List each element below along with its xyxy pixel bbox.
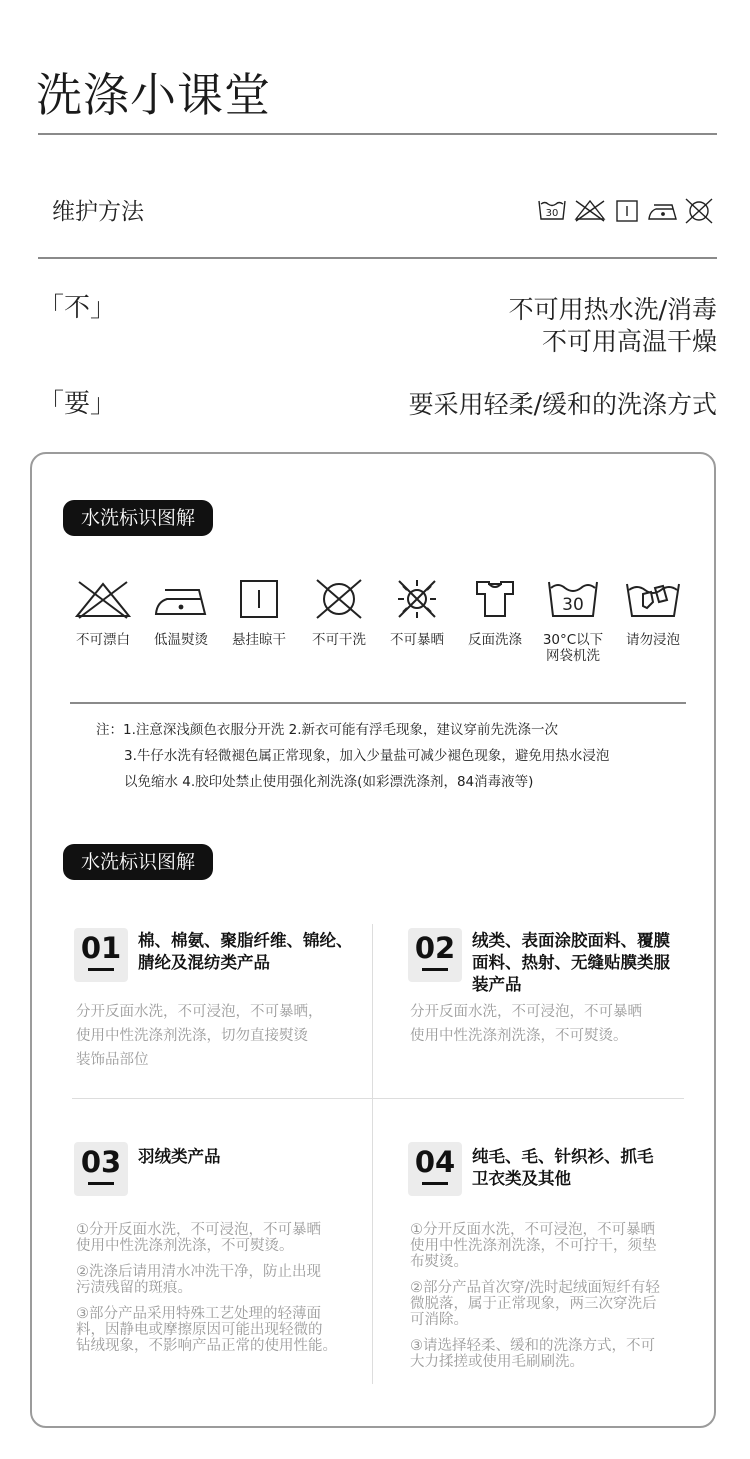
- section-number-badge: [74, 1142, 128, 1196]
- body-paragraph: ③部分产品采用特殊工艺处理的轻薄面 料，因静电或摩擦原因可能出现轻微的 钻绒现象，不影响产品正常的使用性能。: [76, 1306, 337, 1354]
- symbols-divider: [70, 702, 686, 704]
- grid-vertical-divider: [372, 924, 373, 1384]
- do-label: 「要」: [38, 389, 117, 419]
- symbol-label-line1: 30°C以下: [542, 632, 604, 648]
- wash-categories-badge: 水洗标识图解: [63, 844, 213, 880]
- section-02-title: [472, 930, 670, 996]
- number-underline: [88, 1182, 114, 1185]
- symbol-no-dry-clean: [306, 578, 372, 648]
- no-dry-clean-icon: [309, 578, 369, 620]
- grid-horizontal-divider: [72, 1098, 684, 1099]
- body-line: 分开反面水洗，不可浸泡，不可暴晒: [410, 1004, 642, 1020]
- body-paragraph: ②洗涤后请用清水冲洗干净，防止出现 污渍残留的斑痕。: [76, 1264, 321, 1296]
- section-01-title: [138, 930, 353, 974]
- note-line-3: 以免缩水 4.胶印处禁止使用强化剂洗涤(如彩漂洗涤剂，84消毒液等): [124, 774, 534, 790]
- wash-temp-text: 30: [562, 595, 584, 615]
- symbol-no-soak: [620, 578, 686, 648]
- title-line: 面料、热射、无缝贴膜类服: [472, 953, 670, 972]
- section-number: 04: [414, 1145, 456, 1179]
- no-dry-clean-icon: [686, 199, 712, 223]
- wash-30-icon: [539, 201, 565, 219]
- title-line: 羽绒类产品: [138, 1147, 221, 1166]
- title-line: 卫衣类及其他: [472, 1169, 571, 1188]
- hang-dry-icon: [229, 578, 289, 620]
- symbol-hang-dry: [226, 578, 292, 648]
- wash-symbol-row: [70, 578, 700, 678]
- body-paragraph: ③请选择轻柔、缓和的洗涤方式，不可 大力揉搓或使用毛刷刷洗。: [410, 1338, 655, 1370]
- dont-rule-1: 不可用热水洗/消毒: [508, 295, 717, 324]
- wash-notes: [96, 717, 696, 795]
- hang-dry-icon: [617, 201, 637, 221]
- title-line: 棉、棉氨、聚脂纤维、锦纶、: [138, 931, 353, 950]
- section-number: 02: [414, 931, 456, 965]
- number-underline: [422, 1182, 448, 1185]
- do-rule: 要采用轻柔/缓和的洗涤方式: [408, 390, 717, 419]
- section-03-title: [138, 1146, 221, 1168]
- low-iron-icon: [649, 205, 676, 219]
- symbol-low-iron: [148, 578, 214, 648]
- symbol-no-bleach: [70, 578, 136, 648]
- notes-prefix: 注：: [96, 722, 123, 738]
- section-number: 03: [80, 1145, 122, 1179]
- section-03-body: [76, 1222, 372, 1364]
- no-soak-icon: [623, 578, 683, 620]
- symbol-wash-30: [540, 578, 606, 664]
- note-line-1: 1.注意深浅颜色衣服分开洗 2.新衣可能有浮毛现象，建议穿前先洗涤一次: [123, 722, 559, 738]
- body-line: 使用中性洗涤剂洗涤，不可熨烫。: [410, 1028, 628, 1044]
- symbol-label: 反面洗涤: [468, 632, 522, 648]
- body-line: 分开反面水洗，不可浸泡，不可暴晒，: [76, 1004, 323, 1020]
- symbol-label-line2: 网袋机洗: [546, 648, 600, 664]
- title-line: 装产品: [472, 975, 522, 994]
- title-line: 腈纶及混纺类产品: [138, 953, 270, 972]
- section-number: 01: [80, 931, 122, 965]
- symbol-label: 悬挂晾干: [232, 632, 286, 648]
- body-paragraph: ①分开反面水洗，不可浸泡，不可暴晒 使用中性洗涤剂洗涤，不可熨烫。: [76, 1222, 321, 1254]
- title-line: 纯毛、毛、针织衫、抓毛: [472, 1147, 654, 1166]
- wash-guide-panel: [30, 452, 716, 1428]
- section-02-body: [410, 1000, 642, 1048]
- note-line-2: 3.牛仔水洗有轻微褪色属正常现象，加入少量盐可减少褪色现象，避免用热水浸泡: [124, 748, 610, 764]
- symbol-label: 请勿浸泡: [626, 632, 680, 648]
- section-number-badge: [408, 928, 462, 982]
- section-04-body: [410, 1222, 710, 1380]
- no-bleach-icon: [576, 201, 604, 221]
- symbol-label: 不可暴晒: [390, 632, 444, 648]
- wash-30-icon: [543, 578, 603, 620]
- body-paragraph: ①分开反面水洗，不可浸泡，不可暴晒 使用中性洗涤剂洗涤，不可拧干，须垫 布熨烫。: [410, 1222, 657, 1270]
- body-line: 装饰品部位: [76, 1052, 149, 1068]
- symbol-label: [540, 632, 606, 664]
- care-divider: [38, 257, 717, 259]
- symbol-no-sun: [384, 578, 450, 648]
- symbol-label: 不可漂白: [76, 632, 130, 648]
- section-04-title: [472, 1146, 654, 1190]
- no-sun-icon: [387, 578, 447, 620]
- body-paragraph: ②部分产品首次穿/洗时起绒面短纤有轻 微脱落，属于正常现象，两三次穿洗后 可消除。: [410, 1280, 660, 1328]
- care-method-label: 维护方法: [52, 199, 144, 225]
- care-icon-row: [538, 197, 718, 225]
- symbol-label: 低温熨烫: [154, 632, 208, 648]
- number-underline: [88, 968, 114, 971]
- title-divider: [38, 133, 717, 135]
- body-line: 使用中性洗涤剂洗涤，切勿直接熨烫: [76, 1028, 308, 1044]
- no-bleach-icon: [73, 578, 133, 620]
- title-line: 绒类、表面涂胶面料、覆膜: [472, 931, 670, 950]
- dont-rules: [509, 294, 717, 358]
- low-iron-icon: [151, 578, 211, 620]
- dont-rule-2: 不可用高温干燥: [541, 327, 717, 356]
- symbol-label: 不可干洗: [312, 632, 366, 648]
- page-title: 洗涤小课堂: [36, 68, 271, 122]
- dont-label: 「不」: [38, 293, 117, 323]
- section-number-badge: [408, 1142, 462, 1196]
- wash-symbols-badge: 水洗标识图解: [63, 500, 213, 536]
- number-underline: [422, 968, 448, 971]
- section-01-body: [76, 1000, 323, 1072]
- svg-text:30: 30: [545, 208, 559, 219]
- section-number-badge: [74, 928, 128, 982]
- inside-out-icon: [465, 578, 525, 620]
- symbol-inside-out: [462, 578, 528, 648]
